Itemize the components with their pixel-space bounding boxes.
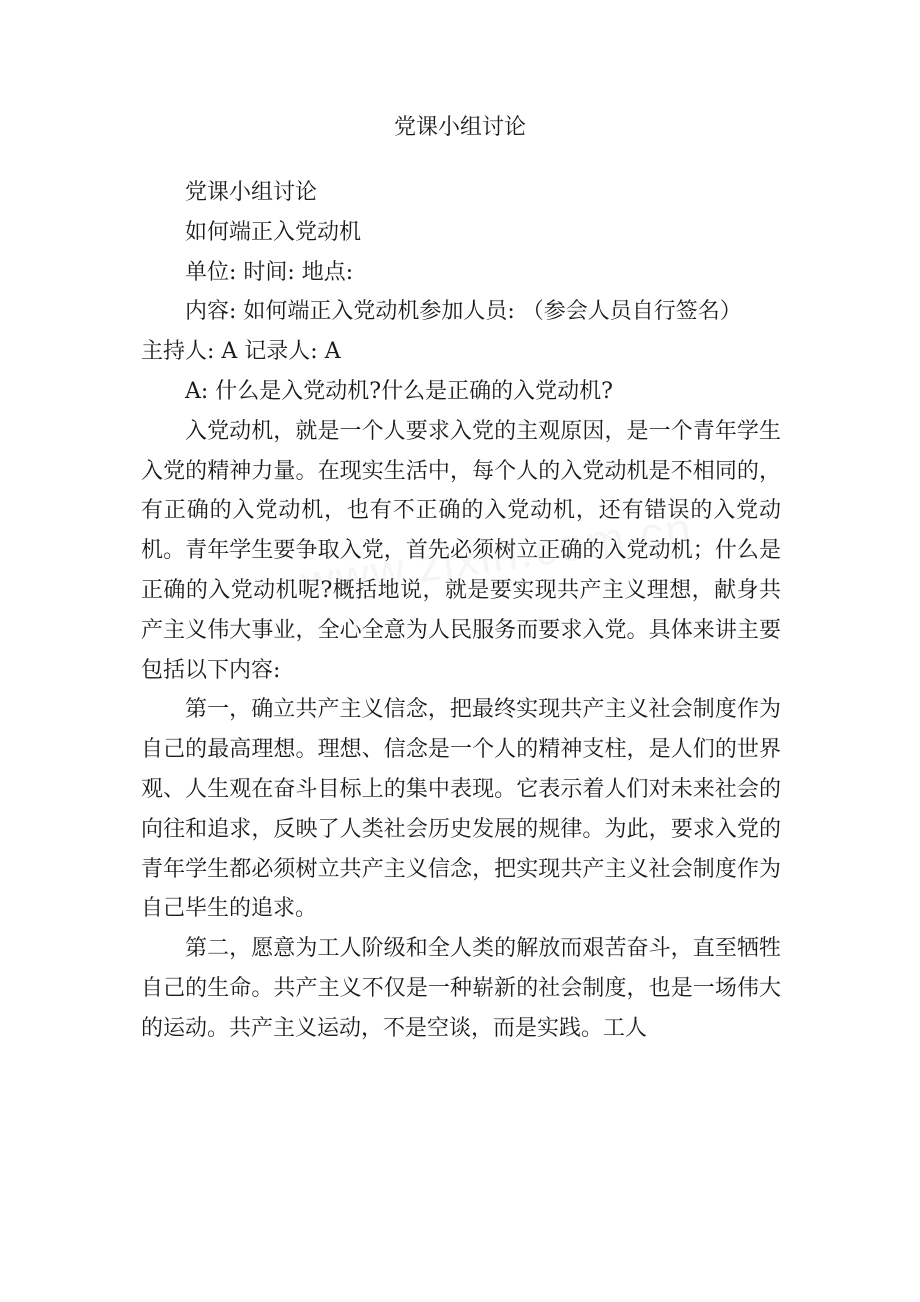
paragraph-content-participants: 内容: 如何端正入党动机参加人员: （参会人员自行签名） (185, 299, 742, 325)
paragraph-definition: 入党动机，就是一个人要求入党的主观原因，是一个青年学生入党的精神力量。在现实生活中，每个人的入党动机是不相同的，有正确的入党动机，也有不正确的入党动机，还有错误的入党动机。青年学生要争取入党，首先必须树立正确的入党动机；什么是正确的入党动机呢?概括地说，就是要实现共产主义理想，献身共产主义伟大事业，全心全意为人民服务而要求入党。具体来讲主要包括以下内容: (141, 418, 781, 683)
paragraph-meta: 单位: 时间: 地点: (185, 259, 354, 285)
paragraph-topic: 如何端正入党动机 (185, 219, 362, 245)
paragraph-question: A: 什么是入党动机?什么是正确的入党动机? (185, 378, 613, 404)
document-title: 党课小组讨论 (393, 115, 526, 140)
paragraph-heading: 党课小组讨论 (185, 180, 318, 205)
paragraph-second-point: 第二，愿意为工人阶级和全人类的解放而艰苦奋斗，直至牺牲自己的生命。共产主义不仅是一种崭新的社会制度，也是一场伟大的运动。共产主义运动，不是空谈，而是实践。工人 (141, 936, 781, 1041)
document-body (141, 173, 781, 1049)
paragraph-first-point: 第一，确立共产主义信念，把最终实现共产主义社会制度作为自己的最高理想。理想、信念是一个人的精神支柱，是人们的世界观、人生观在奋斗目标上的集中表现。它表示着人们对未来社会的向往和追求，反映了人类社会历史发展的规律。为此，要求入党的青年学生都必须树立共产主义信念，把实现共产主义社会制度作为自己毕生的追求。 (141, 697, 781, 922)
paragraph-host-recorder: 主持人: A 记录人: A (141, 339, 341, 365)
